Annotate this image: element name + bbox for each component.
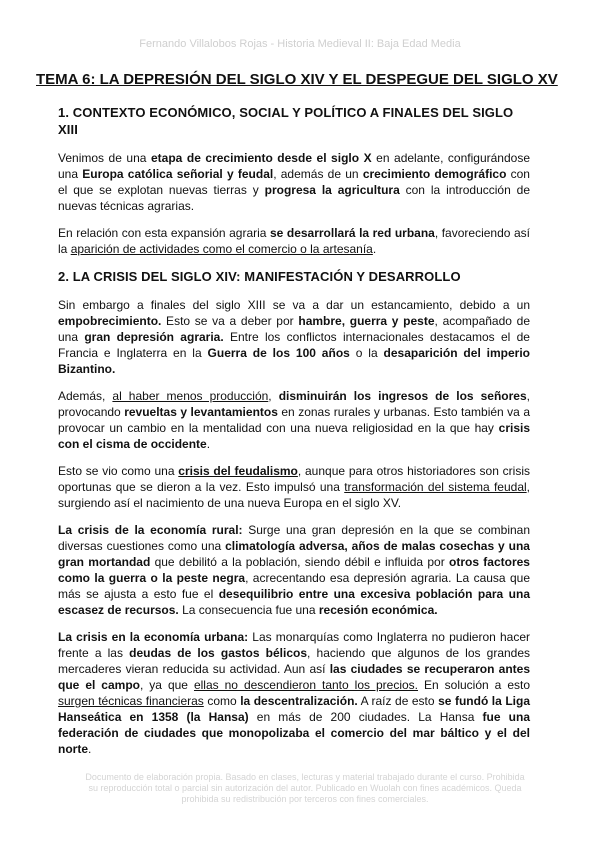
s2-paragraph-4: La crisis de la economía rural: Surge una gran depresión en la que se combinan diversas cuestiones como una climatología adversa, años de malas cosechas y una gran mortandad que debilitó a la población, siendo débil e influida por otros factores como la guerra o la peste negra, acrecentando esa depresión agraria. La causa que más se ajusta a esto fue el desequilibrio entre una excesiva población para una escasez de recursos. La consecuencia fue una recesión económica.: [58, 523, 531, 617]
document-body: [58, 104, 530, 768]
s2-paragraph-3: Esto se vio como una crisis del feudalismo, aunque para otros historiadores son crisis oportunas que se dieron a la vez. Esto impulsó una transformación del sistema feudal, surgiendo así el nacimiento de una nueva Europa en el siglo XV.: [58, 464, 531, 510]
page-header: Fernando Villalobos Rojas - Historia Medieval II: Baja Edad Media: [139, 38, 461, 50]
section-2-heading: 2. LA CRISIS DEL SIGLO XIV: MANIFESTACIÓN Y DESARROLLO: [58, 269, 461, 284]
s2-paragraph-2: Además, al haber menos producción, disminuirán los ingresos de los señores, provocando revueltas y levantamientos en zonas rurales y urbanas. Esto también va a provocar un cambio en la mentalidad con una nueva religiosidad en la que hay crisis con el cisma de occidente.: [58, 389, 531, 451]
section-1-heading: 1. CONTEXTO ECONÓMICO, SOCIAL Y POLÍTICO A FINALES DEL SIGLO XIII: [58, 105, 514, 137]
s2-paragraph-5: La crisis en la economía urbana: Las monarquías como Inglaterra no pudieron hacer frente a las deudas de los gastos bélicos, haciendo que algunos de los grandes mercaderes vieran reducida su actividad. Aun así las ciudades se recuperaron antes que el campo, ya que ellas no descendieron tanto los precios. En solución a esto surgen técnicas financieras como la descentralización. A raíz de esto se fundó la Liga Hanseática en 1358 (la Hansa) en más de 200 ciudades. La Hansa fue una federación de ciudades que monopolizaba el comercio del mar báltico y el del norte.: [58, 630, 531, 756]
s1-paragraph-2: En relación con esta expansión agraria se desarrollará la red urbana, favoreciendo así la aparición de actividades como el comercio o la artesanía.: [58, 226, 530, 256]
s1-paragraph-1: Venimos de una etapa de crecimiento desde el siglo X en adelante, configurándose una Europa católica señorial y feudal, además de un crecimiento demográfico con el que se explotan nuevas tierras y progresa la agricultura con la introducción de nuevas técnicas agrarias.: [58, 151, 531, 213]
page-footer-notice: Documento de elaboración propia. Basado en clases, lecturas y material trabajado durante el curso. Prohibida su reproducción total o parcial sin autorización del autor. Publicado en Wuolah con fines académicos. Queda prohibida su redistribución por terceros con fines comerciales.: [85, 772, 525, 804]
document-title: TEMA 6: LA DEPRESIÓN DEL SIGLO XIV Y EL DESPEGUE DEL SIGLO XV: [36, 71, 558, 88]
s2-paragraph-1: Sin embargo a finales del siglo XIII se va a dar un estancamiento, debido a un empobrecimiento. Esto se va a deber por hambre, guerra y peste, acompañado de una gran depresión agraria. Entre los conflictos internacionales destacamos el de Francia e Inglaterra en la Guerra de los 100 años o la desaparición del imperio Bizantino.: [58, 298, 531, 376]
